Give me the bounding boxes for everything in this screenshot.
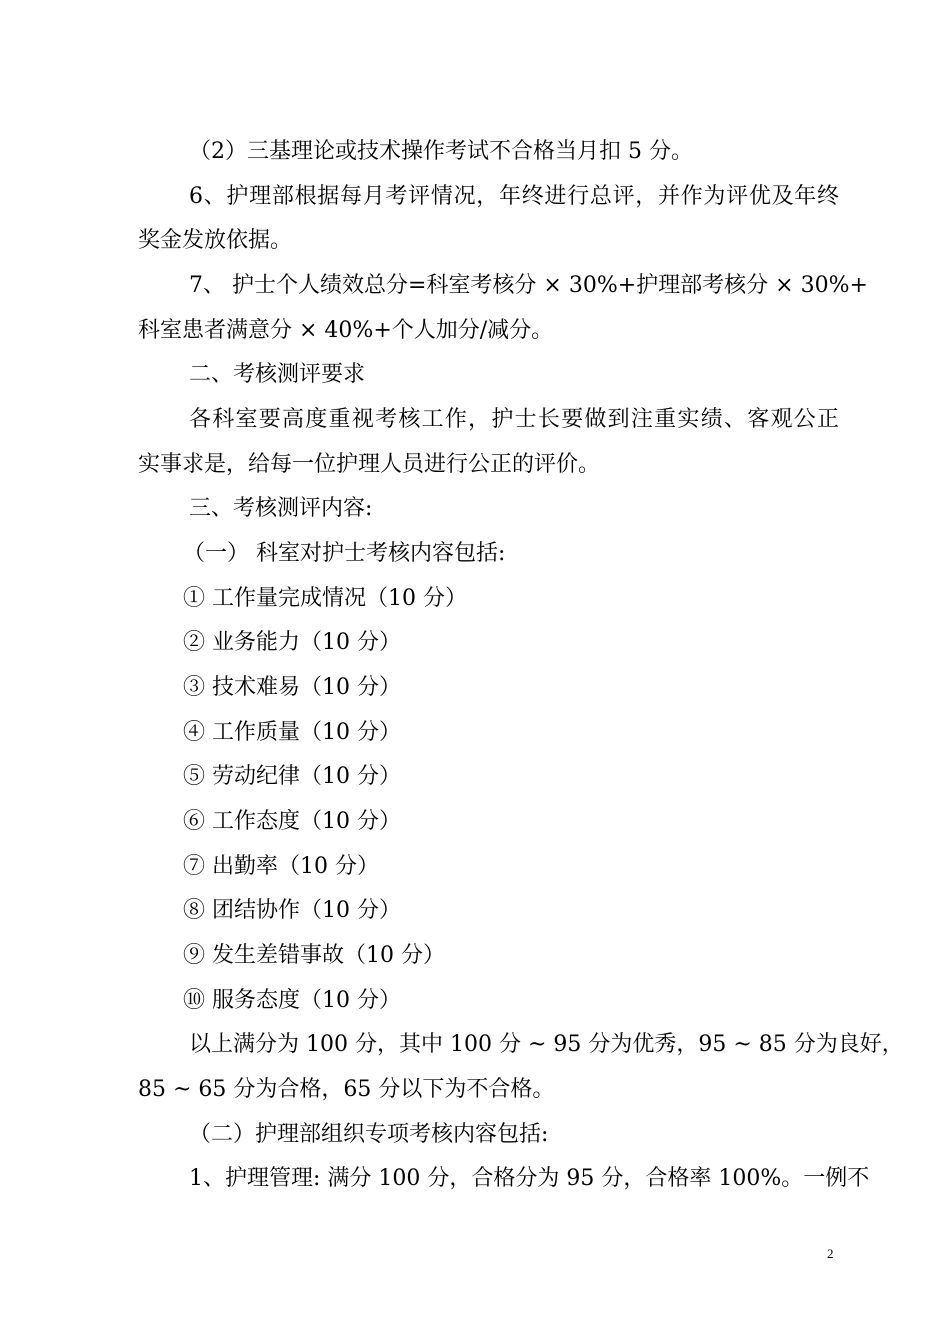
paragraph-line: 85 ~ 65 分为合格，65 分以下为不合格。 — [138, 1077, 555, 1102]
paragraph-line: 1、护理管理: 满分 100 分，合格分为 95 分，合格率 100%。一例不 — [189, 1166, 870, 1191]
section-heading: 二、考核测评要求 — [189, 362, 366, 387]
section-heading: 三、考核测评内容: — [189, 496, 373, 521]
paragraph-line: 实事求是，给每一位护理人员进行公正的评价。 — [138, 452, 601, 477]
list-item: ⑩ 服务态度（10 分） — [183, 988, 401, 1013]
paragraph-line: 6、护理部根据每月考评情况，年终进行总评，并作为评优及年终 — [189, 184, 839, 209]
paragraph-line: 科室患者满意分 × 40%+个人加分/减分。 — [138, 318, 554, 343]
paragraph-line: （2）三基理论或技术操作考试不合格当月扣 5 分。 — [189, 139, 693, 164]
list-item: ⑥ 工作态度（10 分） — [183, 809, 401, 834]
list-item: ④ 工作质量（10 分） — [183, 720, 401, 745]
paragraph-line: 7、 护士个人绩效总分=科室考核分 × 30%+护理部考核分 × 30%+ — [189, 273, 868, 298]
list-item: ⑧ 团结协作（10 分） — [183, 898, 401, 923]
paragraph-line: 以上满分为 100 分，其中 100 分 ~ 95 分为优秀，95 ~ 85 分为良好， — [189, 1032, 904, 1057]
list-item: ⑤ 劳动纪律（10 分） — [183, 764, 401, 789]
list-item: ⑨ 发生差错事故（10 分） — [183, 943, 445, 968]
subsection-heading: （二）护理部组织专项考核内容包括: — [189, 1122, 549, 1147]
list-item: ① 工作量完成情况（10 分） — [183, 586, 467, 611]
list-item: ③ 技术难易（10 分） — [183, 675, 401, 700]
paragraph-line: 各科室要高度重视考核工作，护士长要做到注重实绩、客观公正 — [189, 407, 839, 432]
page-number: 2 — [827, 1246, 834, 1261]
list-item: ② 业务能力（10 分） — [183, 630, 401, 655]
subsection-heading: （一） 科室对护士考核内容包括: — [183, 541, 506, 566]
paragraph-line: 奖金发放依据。 — [138, 228, 293, 253]
list-item: ⑦ 出勤率（10 分） — [183, 854, 379, 879]
